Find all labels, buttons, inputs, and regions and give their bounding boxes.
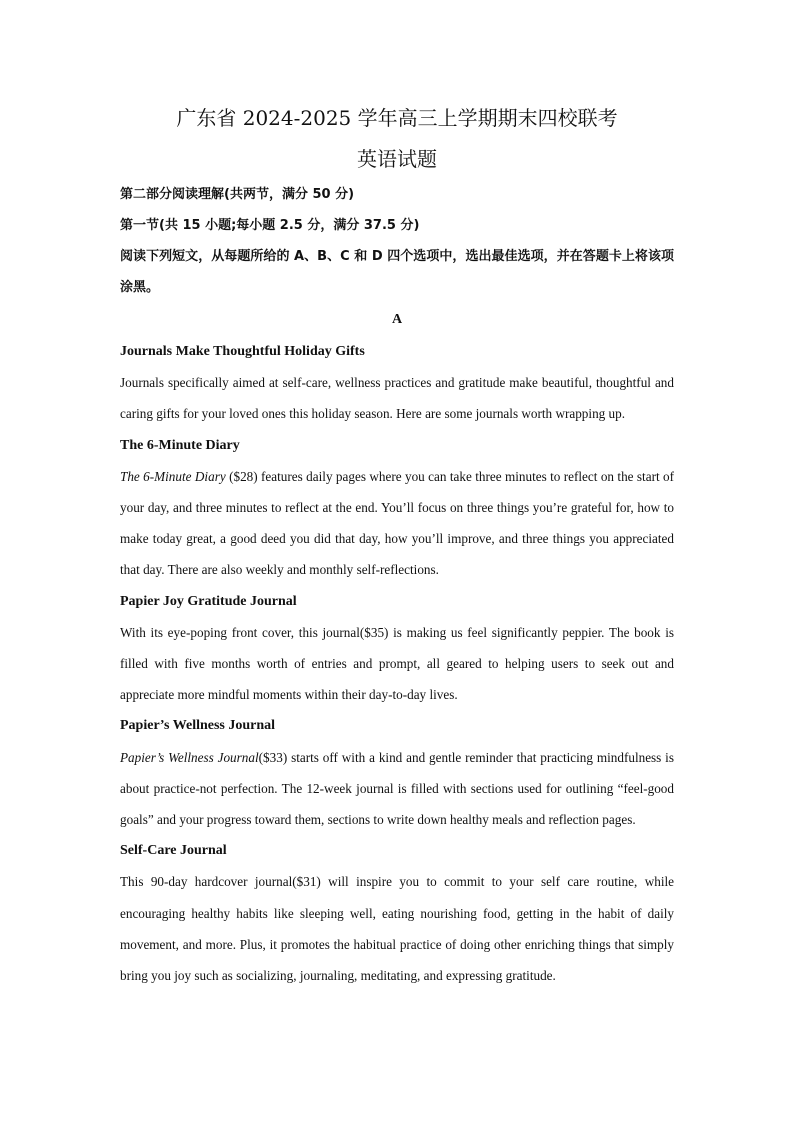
section-heading: 第一节(共 15 小题;每小题 2.5 分，满分 37.5 分)	[120, 218, 420, 233]
item-body-papier-joy	[120, 617, 674, 711]
item-heading-papier-wellness: Papier’s Wellness Journal	[120, 718, 276, 734]
directions-text: 阅读下列短文，从每题所给的 A、B、C 和 D 四个选项中，选出最佳选项，并在答题卡上将该项涂黑。	[120, 249, 674, 295]
passage-title: Journals Make Thoughtful Holiday Gifts	[120, 344, 365, 359]
item-heading-self-care: Self-Care Journal	[120, 843, 227, 859]
item-text: ($33) starts off with a kind and gentle reminder that practicing mindfulness is about practice-not perfection. The 12-week journal is filled with sections used for outlining “feel-good goals” and your progress toward them, sections to write down healthy meals and reflection pages.	[120, 749, 674, 828]
exam-title: 广东省 2024-2025 学年高三上学期期末四校联考	[176, 106, 618, 130]
item-body-self-care	[120, 866, 674, 991]
item-heading-6-minute-diary: The 6-Minute Diary	[120, 437, 240, 453]
instructions	[120, 179, 674, 303]
passage-body	[120, 336, 674, 991]
exam-subtitle: 英语试题	[357, 147, 437, 171]
item-heading-papier-joy: Papier Joy Gratitude Journal	[120, 593, 297, 609]
item-text: ($28) features daily pages where you can take three minutes to reflect on the start of your day, and three minutes to reflect at the end. You’ll focus on three things you’re grateful for, how to make today great, a good deed you did that day, how you’ll improve, and three things you appreciated that day. There are also weekly and monthly self-reflections.	[120, 468, 675, 578]
item-lead-title: Papier’s Wellness Journal	[120, 749, 259, 765]
passage-intro: Journals specifically aimed at self-care, wellness practices and gratitude make beautiful, thoughtful and caring gifts for your loved ones this holiday season. Here are some journals worth wrapping up.	[120, 375, 674, 422]
item-lead-title: The 6-Minute Diary	[120, 468, 226, 484]
item-text: This 90-day hardcover journal($31) will inspire you to commit to your self care routine, while encouraging healthy habits like sleeping well, eating nourishing food, getting in the habit of daily movement, and more. Plus, it promotes the habitual practice of doing other enriching things that simply bring you joy such as socializing, journaling, meditating, and expressing gratitude.	[120, 874, 674, 984]
item-body-papier-wellness	[120, 742, 674, 836]
item-body-6-minute-diary	[120, 461, 674, 586]
passage-letter: A	[391, 312, 403, 327]
item-text: With its eye-poping front cover, this journal($35) is making us feel significantly peppier. The book is filled with five months worth of entries and prompt, all geared to helping users to seek out and appreciate more mindful moments within their day-to-day lives.	[120, 624, 674, 703]
part-heading: 第二部分阅读理解(共两节，满分 50 分)	[120, 187, 355, 202]
